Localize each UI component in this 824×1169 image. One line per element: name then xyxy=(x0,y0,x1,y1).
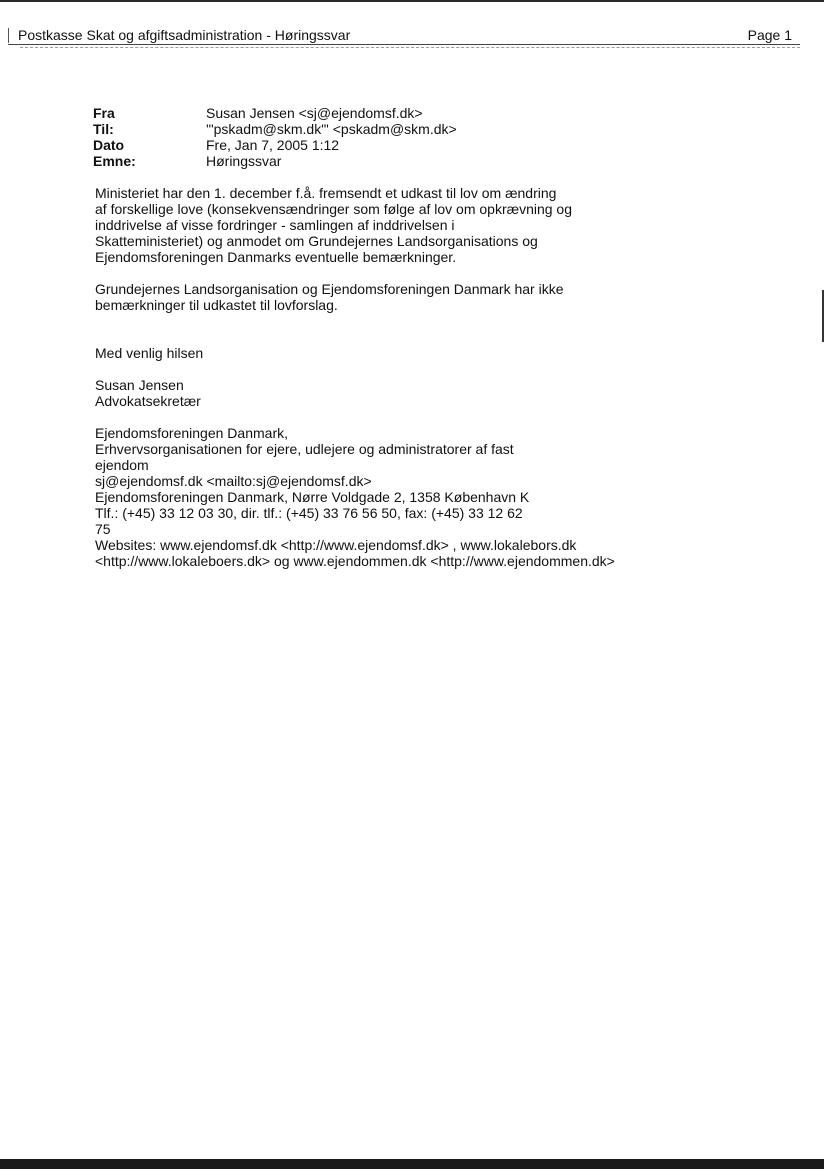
meta-row-to xyxy=(93,121,457,137)
signature-name: Susan Jensen xyxy=(95,377,184,393)
closing-greeting: Med venlig hilsen xyxy=(95,345,204,361)
meta-value-to: '"pskadm@skm.dk"' <pskadm@skm.dk> xyxy=(206,121,457,137)
meta-value-subject: Høringssvar xyxy=(206,153,282,169)
org-line: Ejendomsforeningen Danmark, Nørre Voldgade 2, 1358 København K xyxy=(95,489,530,505)
meta-label-subject: Emne: xyxy=(93,153,136,169)
org-line: 75 xyxy=(95,521,111,537)
meta-label-to: Til: xyxy=(93,121,114,137)
email-meta xyxy=(93,105,457,169)
body-line: Skatteministeriet) og anmodet om Grundejernes Landsorganisations og xyxy=(95,233,538,249)
email-body xyxy=(95,185,655,569)
org-websites-link[interactable]: <http://www.lokaleboers.dk> og www.ejendommen.dk <http://www.ejendommen.dk> xyxy=(95,553,615,569)
meta-row-subject xyxy=(93,153,457,169)
body-line: Ejendomsforeningen Danmarks eventuelle bemærkninger. xyxy=(95,249,457,265)
org-line: Ejendomsforeningen Danmark, xyxy=(95,425,288,441)
body-line: af forskellige love (konsekvensændringer som følge af lov om opkrævning og xyxy=(95,201,573,217)
body-line: inddrivelse af visse fordringer - samlingen af inddrivelsen i xyxy=(95,217,455,233)
bottom-edge-bar xyxy=(0,1159,824,1169)
signature-title: Advokatsekretær xyxy=(95,393,201,409)
meta-value-from: Susan Jensen <sj@ejendomsf.dk> xyxy=(206,105,423,121)
body-line: Ministeriet har den 1. december f.å. fremsendt et udkast til lov om ændring xyxy=(95,185,557,201)
meta-row-from xyxy=(93,105,457,121)
print-header xyxy=(8,26,798,44)
org-line: Erhvervsorganisationen for ejere, udlejere og administratorer af fast xyxy=(95,441,514,457)
print-header-title: Postkasse Skat og afgiftsadministration - Høringssvar xyxy=(18,27,351,43)
page-number: Page 1 xyxy=(747,27,792,43)
body-line: bemærkninger til udkastet til lovforslag. xyxy=(95,297,338,313)
meta-value-date: Fre, Jan 7, 2005 1:12 xyxy=(206,137,340,153)
org-line: ejendom xyxy=(95,457,149,473)
org-line: Tlf.: (+45) 33 12 03 30, dir. tlf.: (+45) 33 76 56 50, fax: (+45) 33 12 62 xyxy=(95,505,523,521)
top-edge-line xyxy=(0,0,824,2)
body-line: Grundejernes Landsorganisation og Ejendomsforeningen Danmark har ikke xyxy=(95,281,564,297)
header-divider-dashed xyxy=(20,47,800,48)
header-divider xyxy=(8,44,800,45)
org-email-link[interactable]: sj@ejendomsf.dk <mailto:sj@ejendomsf.dk> xyxy=(95,473,372,489)
meta-label-date: Dato xyxy=(93,137,125,153)
meta-label-from: Fra xyxy=(93,105,115,121)
header-left-tick xyxy=(8,28,9,43)
org-websites-link[interactable]: Websites: www.ejendomsf.dk <http://www.ejendomsf.dk> , www.lokalebors.dk xyxy=(95,537,577,553)
meta-row-date xyxy=(93,137,457,153)
